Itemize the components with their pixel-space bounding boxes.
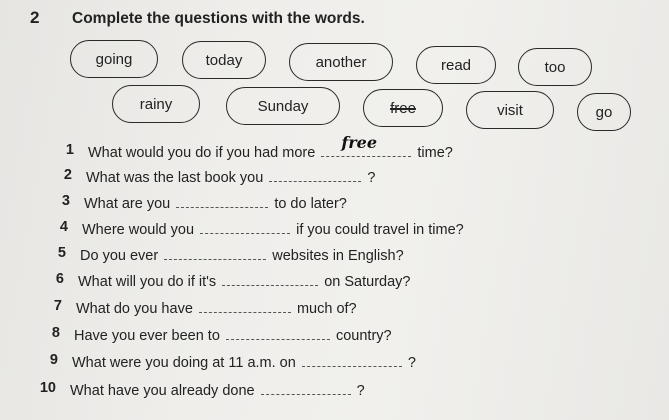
word-chip-label: read bbox=[440, 56, 472, 74]
word-chip-read bbox=[416, 46, 496, 84]
word-chip-label: today bbox=[205, 51, 243, 69]
exercise-title: Complete the questions with the words. bbox=[72, 10, 365, 27]
question-text-after: ? bbox=[356, 383, 365, 399]
answer-blank[interactable] bbox=[302, 352, 402, 367]
question-text-before: What have you already done bbox=[70, 383, 255, 399]
question-text-after: to do later? bbox=[274, 196, 347, 212]
word-chip-another bbox=[289, 43, 393, 81]
answer-blank[interactable] bbox=[222, 271, 318, 286]
question-number: 10 bbox=[39, 380, 56, 396]
word-chip-too bbox=[518, 48, 592, 86]
answer-blank[interactable] bbox=[164, 245, 266, 260]
word-chip-label: rainy bbox=[139, 95, 173, 113]
question-text-before: Where would you bbox=[82, 222, 195, 238]
word-chip-today bbox=[182, 41, 266, 79]
question-number: 6 bbox=[55, 271, 64, 287]
question-text-before: Have you ever been to bbox=[74, 328, 220, 344]
answer-blank[interactable] bbox=[199, 298, 291, 313]
question-text-before: What will you do if it's bbox=[78, 274, 217, 290]
word-chip-go bbox=[577, 93, 631, 131]
handwritten-answer: free bbox=[341, 133, 377, 152]
question-text-before: What are you bbox=[84, 196, 171, 212]
word-chip-label: Sunday bbox=[257, 97, 309, 115]
question-text-before: Do you ever bbox=[80, 248, 159, 264]
question-text-after: country? bbox=[335, 328, 392, 344]
question-text-after: ? bbox=[407, 355, 416, 371]
question-text-after: time? bbox=[417, 145, 453, 161]
exercise-number: 2 bbox=[30, 8, 40, 27]
word-chip-label: go bbox=[595, 103, 613, 121]
question-number: 1 bbox=[65, 142, 74, 158]
word-chip-sunday bbox=[226, 87, 340, 125]
question-text-after: websites in English? bbox=[272, 248, 404, 264]
answer-blank[interactable] bbox=[176, 193, 268, 208]
word-chip-label: visit bbox=[497, 101, 523, 119]
question-text-before: What were you doing at 11 a.m. on bbox=[72, 355, 296, 371]
question-text-after: much of? bbox=[296, 301, 357, 317]
question-text-before: What would you do if you had more bbox=[88, 145, 316, 161]
answer-blank[interactable] bbox=[261, 380, 351, 395]
word-chip-going bbox=[70, 40, 158, 78]
question-number: 4 bbox=[59, 219, 68, 235]
question-text-after: ? bbox=[367, 170, 376, 186]
question-text-after: on Saturday? bbox=[324, 274, 411, 290]
word-chip-label: another bbox=[315, 53, 367, 71]
word-chip-free bbox=[363, 89, 443, 127]
answer-blank[interactable] bbox=[200, 219, 290, 234]
question-number: 2 bbox=[63, 167, 72, 183]
answer-blank[interactable] bbox=[226, 325, 330, 340]
word-chip-visit bbox=[466, 91, 554, 129]
question-text-before: What was the last book you bbox=[86, 170, 264, 186]
question-number: 3 bbox=[61, 193, 70, 209]
question-number: 5 bbox=[57, 245, 66, 261]
word-chip-label: free bbox=[390, 99, 416, 117]
word-chip-rainy bbox=[112, 85, 200, 123]
question-number: 7 bbox=[53, 298, 62, 314]
question-number: 9 bbox=[49, 352, 58, 368]
answer-blank[interactable] bbox=[321, 133, 411, 157]
answer-blank[interactable] bbox=[269, 167, 361, 182]
word-chip-label: going bbox=[95, 50, 133, 68]
question-number: 8 bbox=[51, 325, 60, 341]
question-text-after: if you could travel in time? bbox=[296, 222, 464, 238]
word-chip-label: too bbox=[544, 58, 566, 76]
question-text-before: What do you have bbox=[76, 301, 193, 317]
